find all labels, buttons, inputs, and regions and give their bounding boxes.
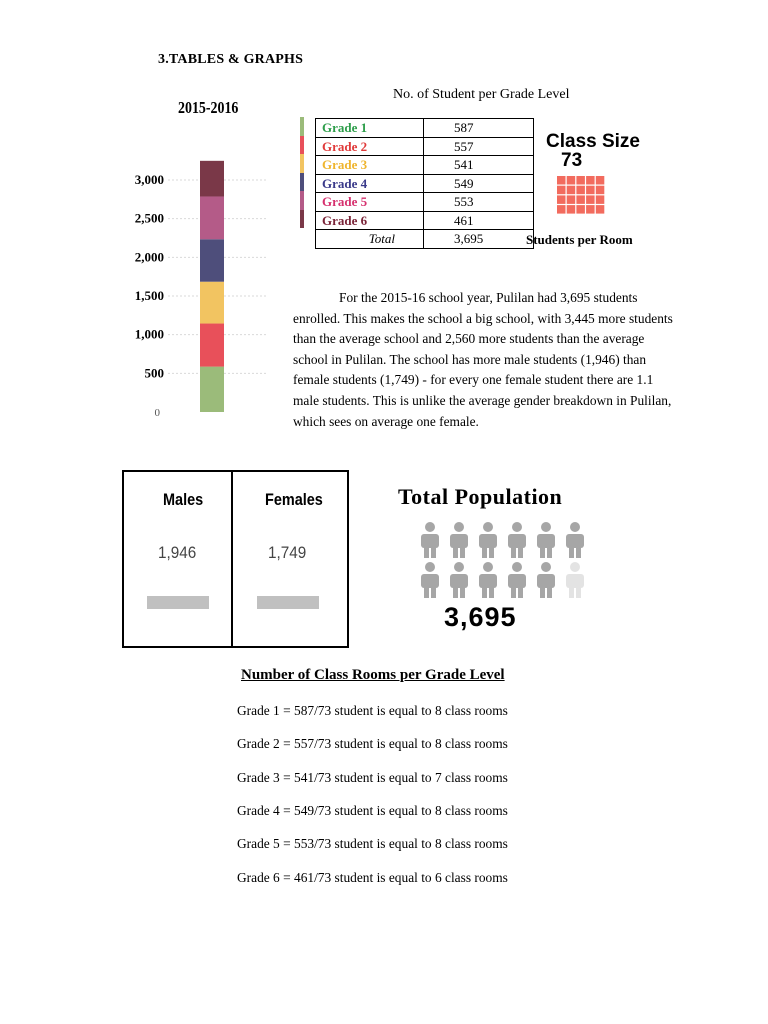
total-value: 3,695 — [424, 230, 534, 249]
grade-name: Grade 4 — [316, 174, 424, 193]
y-tick-label: 1,000 — [134, 326, 164, 342]
grade-count: 549 — [424, 174, 534, 193]
legend-swatch-grade1 — [300, 117, 304, 136]
grade-count: 553 — [424, 193, 534, 212]
class-size-square — [567, 195, 576, 204]
table-row — [316, 156, 534, 175]
legend-swatch-grade5 — [300, 191, 304, 210]
person-icon — [421, 522, 439, 558]
table-total-row — [316, 230, 534, 249]
class-size-square — [576, 195, 585, 204]
legend-swatch-grade6 — [300, 210, 304, 229]
class-size-square — [596, 205, 605, 214]
room-line: Grade 4 = 549/73 student is equal to 8 class rooms — [237, 803, 508, 818]
bar-segment-grade4 — [200, 239, 224, 281]
class-size-square — [576, 205, 585, 214]
class-size-square — [596, 176, 605, 185]
y-tick-label: 2,500 — [134, 210, 164, 226]
class-size-square — [557, 186, 566, 195]
class-size-square — [557, 176, 566, 185]
class-size-square — [557, 195, 566, 204]
y-tick-label: 2,000 — [134, 249, 164, 265]
class-size-square — [586, 205, 595, 214]
females-bar — [257, 596, 319, 609]
y-tick-label: 3,000 — [134, 172, 164, 187]
person-icon — [537, 562, 555, 598]
stacked-bar-chart — [120, 130, 280, 430]
legend-color-strip — [300, 117, 304, 228]
room-line: Grade 6 = 461/73 student is equal to 6 class rooms — [237, 870, 508, 885]
rooms-title: Number of Class Rooms per Grade Level — [241, 667, 505, 683]
grade-count: 557 — [424, 137, 534, 156]
legend-swatch-grade2 — [300, 136, 304, 155]
grade-name: Grade 2 — [316, 137, 424, 156]
grade-table — [315, 118, 534, 249]
bar-segment-grade2 — [200, 324, 224, 367]
grade-name: Grade 3 — [316, 156, 424, 175]
class-size-square — [567, 186, 576, 195]
grade-name: Grade 6 — [316, 211, 424, 230]
grade-name: Grade 5 — [316, 193, 424, 212]
class-size-square — [596, 195, 605, 204]
bar-segment-grade3 — [200, 282, 224, 324]
class-size-square — [567, 205, 576, 214]
class-size-title: Class Size — [546, 131, 640, 152]
males-value: 1,946 — [158, 543, 197, 562]
gender-divider — [231, 470, 233, 646]
room-line: Grade 5 = 553/73 student is equal to 8 class rooms — [237, 836, 508, 851]
class-size-square — [576, 176, 585, 185]
room-line: Grade 2 = 557/73 student is equal to 8 class rooms — [237, 736, 508, 751]
class-size-square — [576, 186, 585, 195]
chart-title: 2015-2016 — [178, 98, 239, 117]
total-label: Total — [316, 230, 424, 249]
person-icon — [479, 522, 497, 558]
y-tick-label: 500 — [144, 365, 164, 381]
class-size-square — [586, 176, 595, 185]
person-icon — [479, 562, 497, 598]
table-title: No. of Student per Grade Level — [393, 87, 570, 102]
class-size-square — [596, 186, 605, 195]
class-size-number: 73 — [561, 150, 583, 171]
y-tick-label: 1,500 — [134, 288, 164, 303]
person-icon — [450, 562, 468, 598]
males-bar — [147, 596, 209, 609]
grade-count: 541 — [424, 156, 534, 175]
class-size-square — [557, 205, 566, 214]
class-size-square — [586, 186, 595, 195]
population-people-icons — [418, 522, 598, 604]
population-title: Total Population — [398, 484, 563, 509]
grade-count: 587 — [424, 119, 534, 138]
table-row — [316, 137, 534, 156]
bar-segment-grade5 — [200, 196, 224, 239]
population-number: 3,695 — [444, 602, 517, 632]
person-icon — [566, 522, 584, 558]
bar-segment-grade6 — [200, 161, 224, 197]
y-tick-label: 0 — [154, 407, 160, 419]
section-title: 3.TABLES & GRAPHS — [158, 52, 304, 67]
person-icon — [566, 562, 584, 598]
person-icon — [508, 562, 526, 598]
table-row — [316, 119, 534, 138]
grade-name: Grade 1 — [316, 119, 424, 138]
class-size-square — [586, 195, 595, 204]
males-label: Males — [163, 490, 204, 509]
room-line: Grade 1 = 587/73 student is equal to 8 class rooms — [237, 703, 508, 718]
grade-count: 461 — [424, 211, 534, 230]
person-icon — [450, 522, 468, 558]
table-row — [316, 174, 534, 193]
person-icon — [537, 522, 555, 558]
females-label: Females — [265, 490, 323, 509]
bar-segment-grade1 — [200, 367, 224, 412]
person-icon — [421, 562, 439, 598]
females-value: 1,749 — [268, 543, 307, 562]
class-size-square — [567, 176, 576, 185]
legend-swatch-grade4 — [300, 173, 304, 192]
table-row — [316, 193, 534, 212]
table-row — [316, 211, 534, 230]
students-per-room-label: Students per Room — [526, 232, 633, 247]
class-size-grid — [557, 175, 609, 221]
room-line: Grade 3 = 541/73 student is equal to 7 class rooms — [237, 770, 508, 785]
legend-swatch-grade3 — [300, 154, 304, 173]
summary-paragraph: For the 2015-16 school year, Pulilan had 3,695 students enrolled. This makes the school a big school, with 3,445 more students than the average school and 2,560 more students than the average school in Pulilan. The school has more male students (1,946) than female students (1,749) - for every one female student there are 1.1 male students. This is unlike the average gender breakdown in Pulilan, which sees on average one female. — [293, 290, 673, 429]
person-icon — [508, 522, 526, 558]
